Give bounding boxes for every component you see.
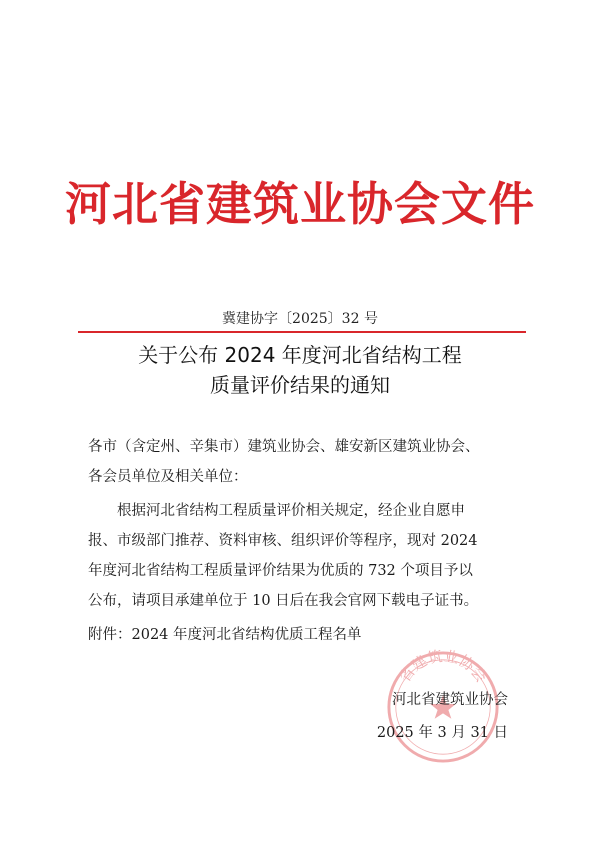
- notice-title: [0, 340, 600, 400]
- signature-date: 2025 年 3 月 31 日: [376, 725, 508, 741]
- signature-org: 河北省建筑业协会: [392, 692, 508, 708]
- attachment-line: 附件：2024 年度河北省结构优质工程名单: [88, 627, 362, 643]
- body-line-1: 根据河北省结构工程质量评价相关规定，经企业自愿申: [117, 503, 465, 519]
- notice-title-line-2: 质量评价结果的通知: [210, 373, 390, 397]
- document-number: 冀建协字〔2025〕32 号: [222, 311, 378, 327]
- seal-arc-textpath: 省建筑业协会: [396, 648, 490, 686]
- issuing-org-title: 河北省建筑业协会文件: [65, 177, 535, 231]
- salutation-line-1: 各市（含定州、辛集市）建筑业协会、雄安新区建筑业协会、: [88, 439, 480, 455]
- body-line-4: 公布，请项目承建单位于 10 日后在我会官网下载电子证书。: [88, 593, 479, 609]
- salutation: [88, 432, 520, 492]
- red-divider-line: [78, 331, 526, 333]
- body-line-3: 年度河北省结构工程质量评价结果为优质的 732 个项目予以: [88, 563, 473, 579]
- notice-title-line-1: 关于公布 2024 年度河北省结构工程: [138, 343, 462, 367]
- salutation-line-2: 各会员单位及相关单位：: [88, 469, 248, 485]
- body-line-2: 报、市级部门推荐、资料审核、组织评价等程序，现对 2024: [88, 533, 478, 549]
- body-paragraph: [88, 496, 520, 616]
